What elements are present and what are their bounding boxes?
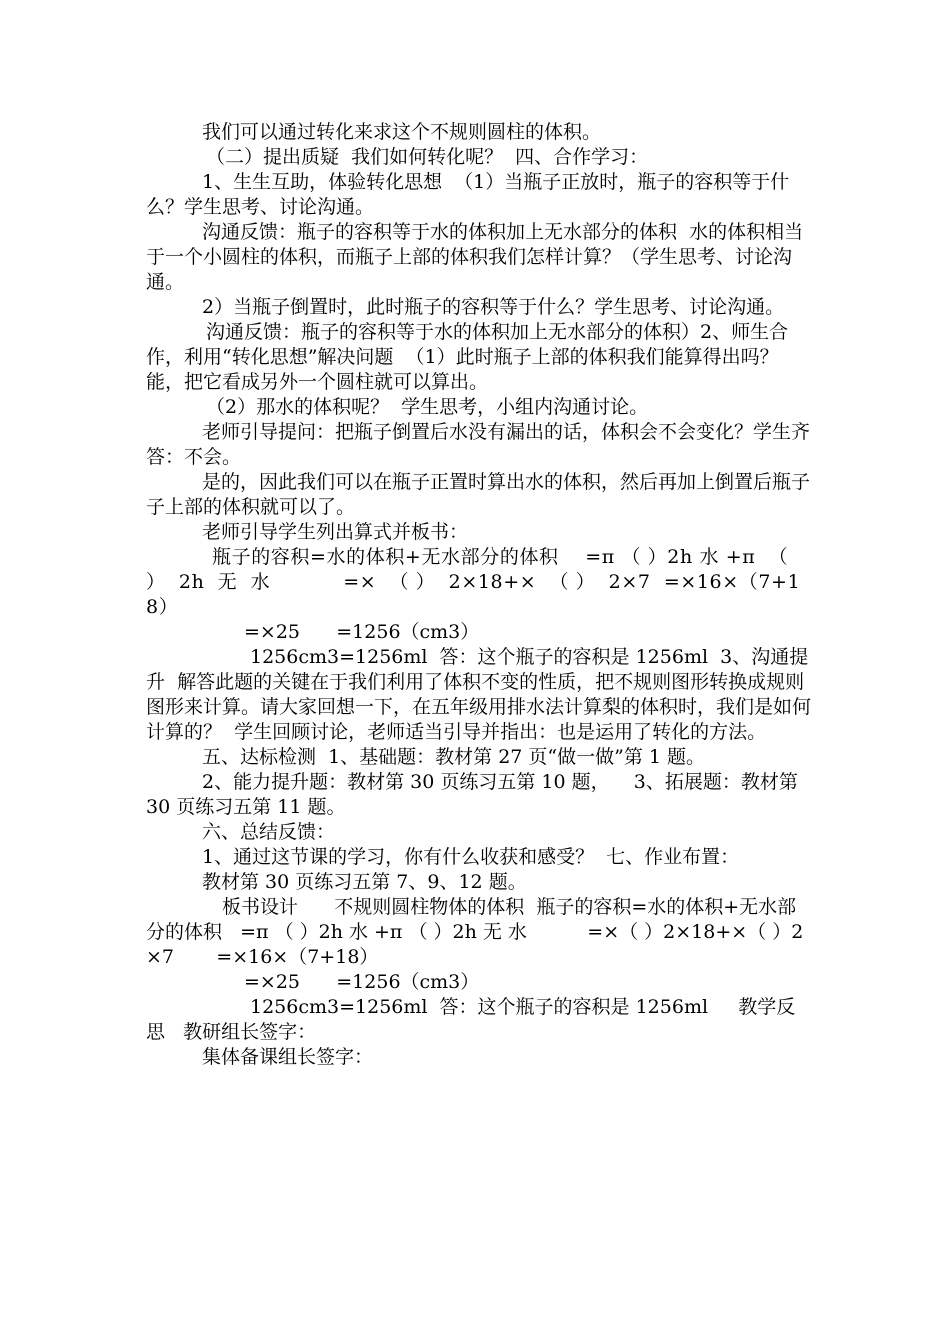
formula-line: 瓶子的容积=水的体积+无水部分的体积 =π （ ）2h 水 +π （ ） 2h 无 水 =× （ ） 2×18+× （ ） 2×7 =×16×（7+18） <box>146 546 801 618</box>
paragraph: 沟通反馈：瓶子的容积等于水的体积加上无水部分的体积 水的体积相当于一个小圆柱的体积，而瓶子上部的体积我们怎样计算？（学生思考、讨论沟通。 <box>146 221 804 293</box>
paragraph: 1、通过这节课的学习，你有什么收获和感受？ 七、作业布置： <box>202 846 740 868</box>
paragraph: 是的，因此我们可以在瓶子正置时算出水的体积，然后再加上倒置后瓶子 子上部的体积就可以了。 <box>146 471 823 518</box>
paragraph: 教材第 30 页练习五第 7、9、12 题。 <box>202 871 527 893</box>
paragraph: （二）提出质疑 我们如何转化呢？ 四、合作学习： <box>206 146 649 168</box>
paragraph: 1256cm3=1256ml 答：这个瓶子的容积是 1256ml 3、沟通提升 解答此题的关键在于我们利用了体积不变的性质，把不规则图形转换成规则图形来计算。请大家回想一下，在五年级用排水法计算梨的体积时，我们是如何计算的？ 学生回顾讨论，老师适当引导并指出：也是运用了转化的方法。 <box>146 646 812 743</box>
paragraph: 五、达标检测 1、基础题：教材第 27 页“做一做”第 1 题。 <box>202 746 706 768</box>
paragraph: 2）当瓶子倒置时，此时瓶子的容积等于什么？学生思考、讨论沟通。 <box>202 296 785 318</box>
paragraph: 老师引导学生列出算式并板书： <box>202 521 469 543</box>
paragraph: 沟通反馈：瓶子的容积等于水的体积加上无水部分的体积）2、师生合作，利用“转化思想”解决问题 （1）此时瓶子上部的体积我们能算得出吗？能，把它看成另外一个圆柱就可以算出。 <box>146 321 789 393</box>
paragraph: 我们可以通过转化来求这个不规则圆柱的体积。 <box>202 121 602 143</box>
signature-line: 集体备课组长签字： <box>202 1046 374 1068</box>
paragraph: （2）那水的体积呢？ 学生思考，小组内沟通讨论。 <box>206 396 649 418</box>
paragraph: 1256cm3=1256ml 答：这个瓶子的容积是 1256ml 教学反思 教研组长签字： <box>146 996 796 1043</box>
formula-line: =×25 =1256（cm3） <box>244 621 480 643</box>
blackboard-design: 板书设计 不规则圆柱物体的体积 瓶子的容积=水的体积+无水部分的体积 =π （ ）2h 水 +π （ ）2h 无 水 =×（ ）2×18+×（ ）2×7 =×16×（7+18） <box>146 896 804 968</box>
paragraph: 六、总结反馈： <box>202 821 336 843</box>
formula-line: =×25 =1256（cm3） <box>244 971 480 993</box>
document-body <box>146 120 823 1070</box>
paragraph: 1、生生互助，体验转化思想 （1）当瓶子正放时，瓶子的容积等于什么？学生思考、讨论沟通。 <box>146 171 790 218</box>
paragraph: 老师引导提问：把瓶子倒置后水没有漏出的话，体积会不会变化？学生齐答：不会。 <box>146 421 811 468</box>
paragraph: 2、能力提升题：教材第 30 页练习五第 10 题， 3、拓展题：教材第 30 页练习五第 11 题。 <box>146 771 804 818</box>
